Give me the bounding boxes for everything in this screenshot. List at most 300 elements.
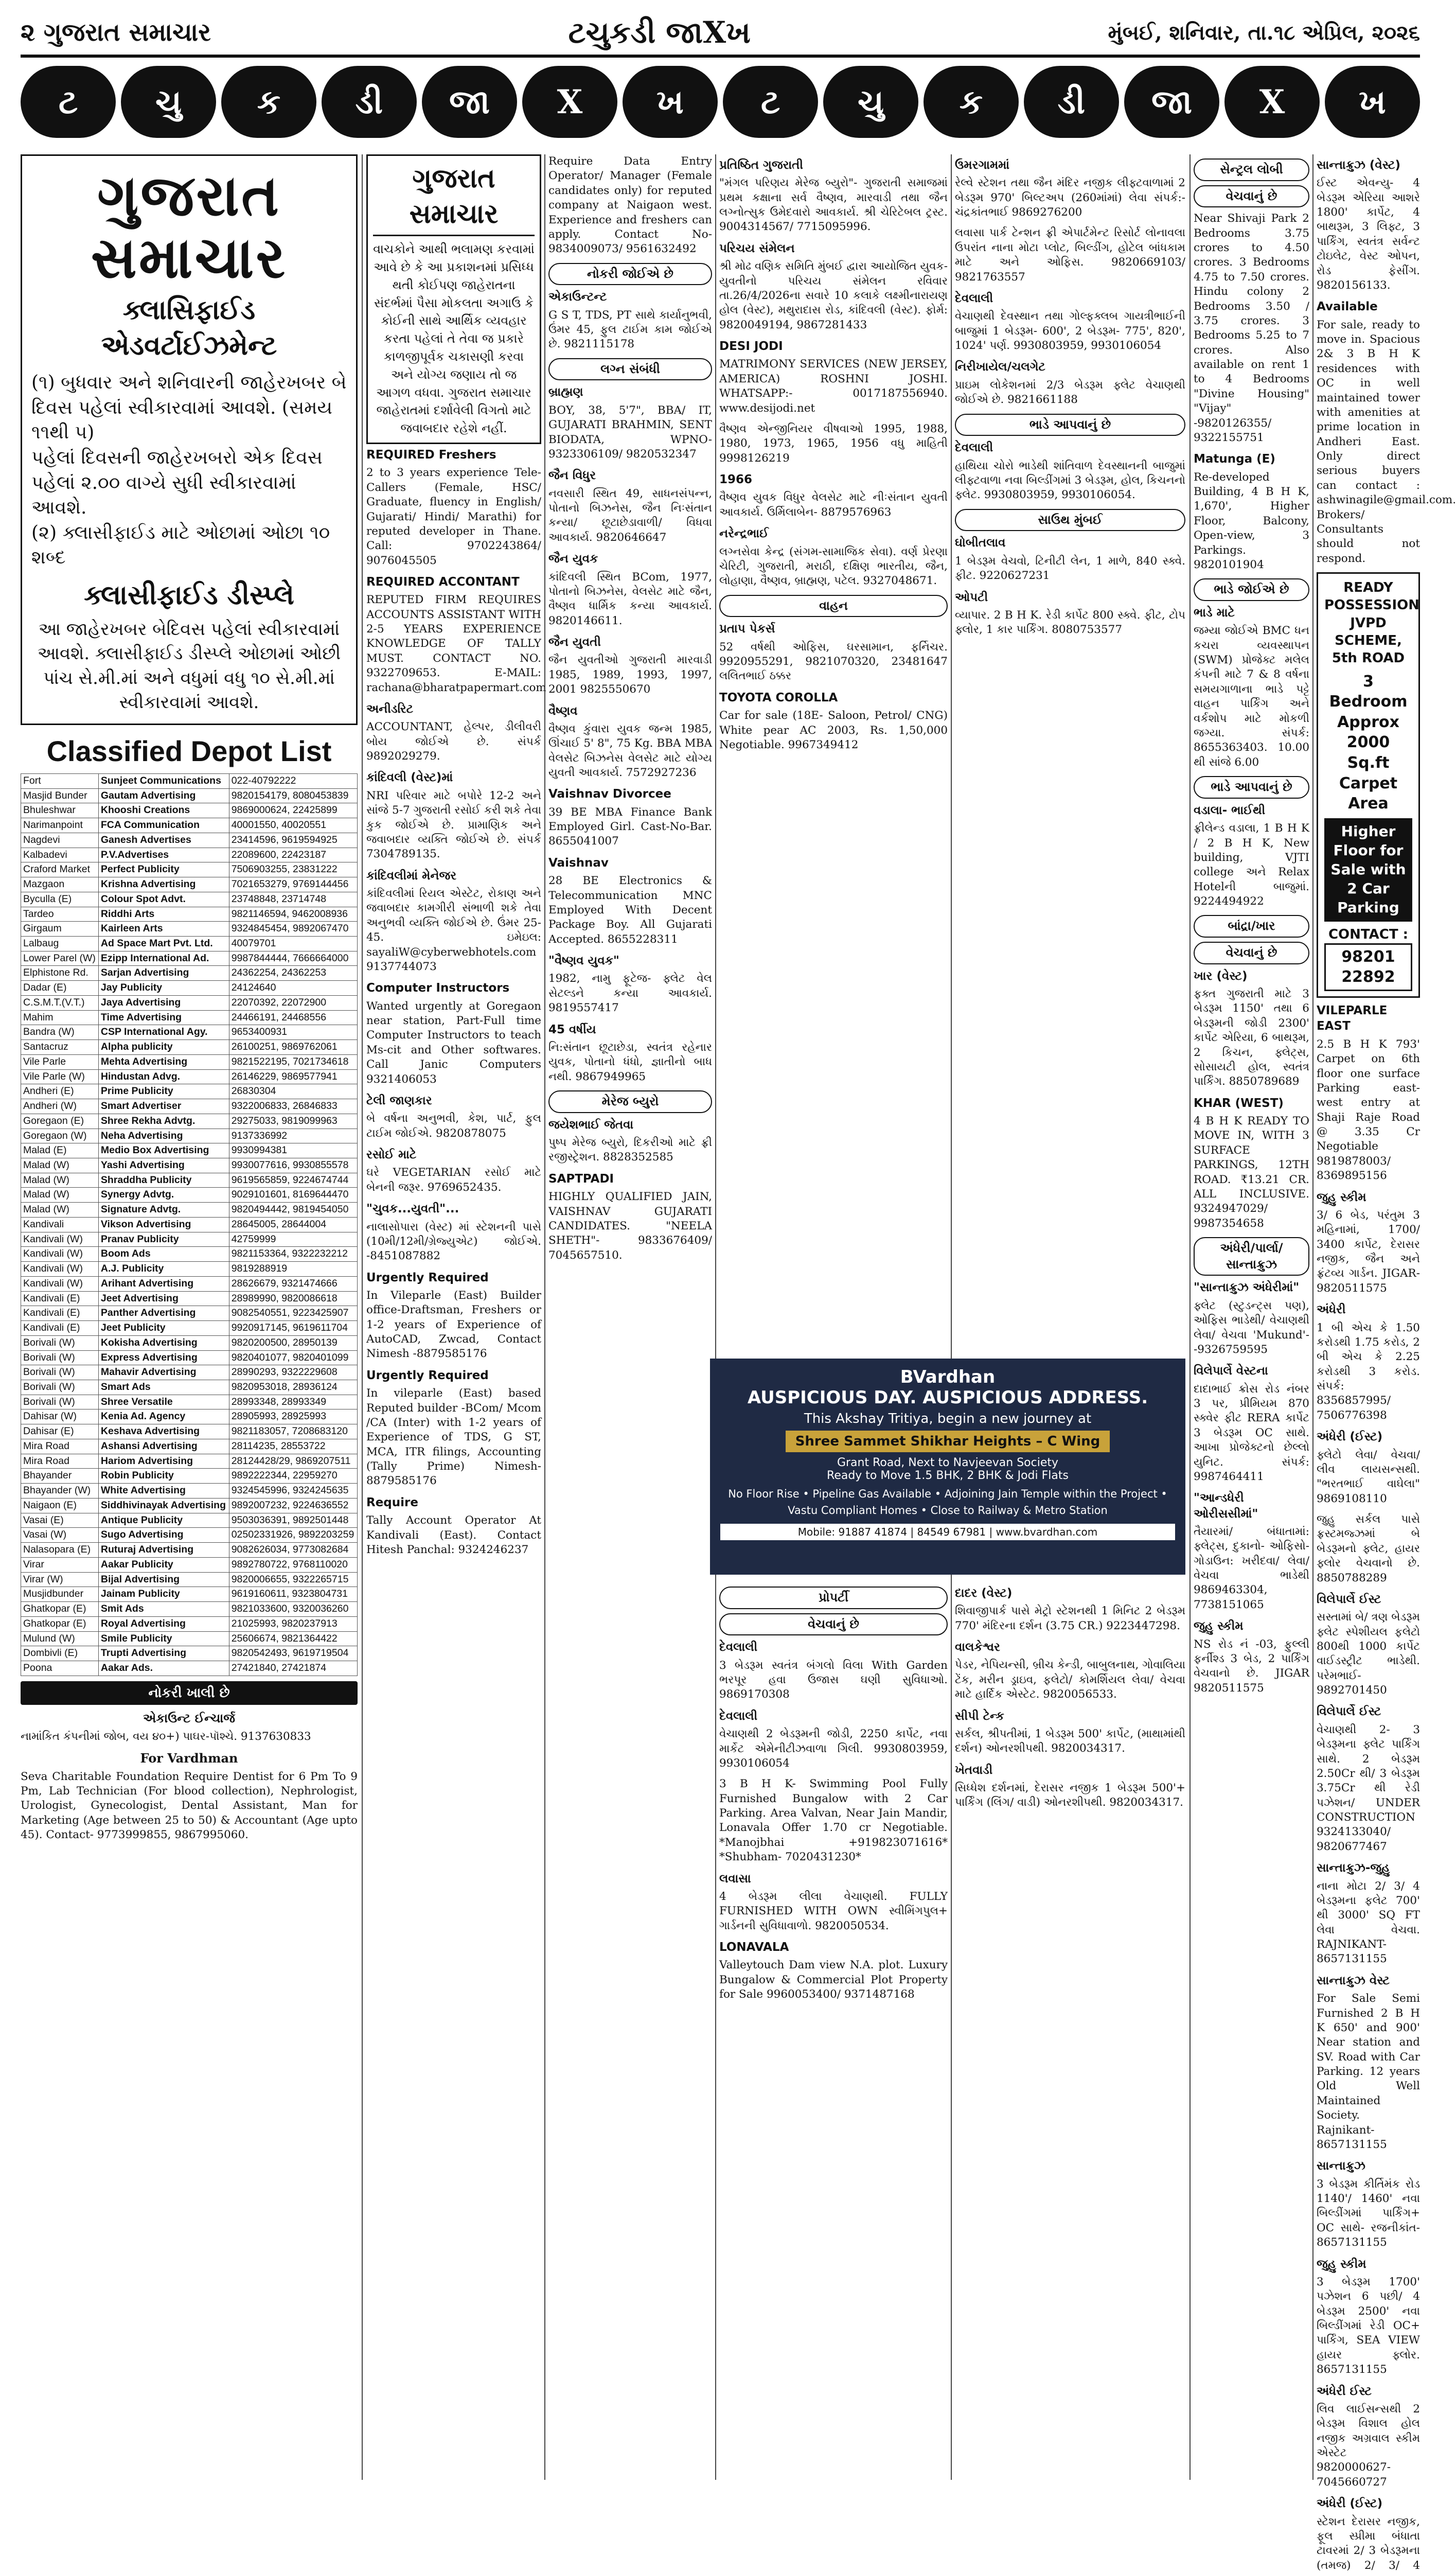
ad-heading: અંધેરી (ઈસ્ટ): [1317, 2496, 1420, 2511]
ad-text: Seva Charitable Foundation Require Dentist for 6 Pm To 9 Pm, Lab Technician (For blood collection), Nephrologist, Urologist, Gynecologist, Dental Assistant, Man for Marketing (Age between 25 to 50) & Accountant (Age upto 45). Contact- 9773999855, 9867995060.: [21, 1770, 358, 1843]
depot-phone: 28626679, 9321474666: [229, 1276, 357, 1291]
ad-text: શિવાજીપાર્ક પાસે મેટ્રો સ્ટેશનથી 1 મિનિટ 2 બેડરૂમ 770' મંદિરના દર્શન (3.75 CR.) 9223447298.: [955, 1604, 1185, 1633]
banner-letter: ચુ: [823, 66, 918, 138]
depot-agency: Keshava Advertising: [98, 1424, 229, 1439]
depot-area: Malad (W): [21, 1158, 99, 1173]
ad-heading: એકાઉન્ટન્ટ: [548, 289, 712, 305]
depot-phone: 9892222344, 22959270: [229, 1469, 357, 1484]
depot-row: [21, 803, 358, 818]
depot-phone: 27421840, 27421874: [229, 1661, 357, 1676]
depot-row: [21, 1572, 358, 1587]
depot-agency: Smile Publicity: [98, 1631, 229, 1646]
depot-area: Kandivali (W): [21, 1276, 99, 1291]
column-3: [548, 154, 712, 2480]
column-rule: [544, 154, 545, 2480]
depot-agency: Shree Rekha Advtg.: [98, 1114, 229, 1129]
banner-letter: ચુ: [121, 66, 216, 138]
depot-row: [21, 773, 358, 788]
ad-text: પેડર, નેપિયન્સી, બ્રીચ કેન્ડી, બાબુલનાથ, ગોવાલિયા ટેંક, મરીન ડ્રાઇવ, ફલેટો/ કોમર્શિયલ લેવા/ વેચવા માટે હાર્દિક એસ્ટેટ. 9820056533.: [955, 1658, 1185, 1702]
ad-text: વ્યાપાર. 2 B H K. રેડી કાર્પેટ 800 સ્ક્વે. ફીટ, ટોપ ફ્લોર, 1 કાર પાર્કિંગ. 8080753577: [955, 608, 1185, 638]
depot-row: [21, 1099, 358, 1114]
category-header: વેચવાનું છે: [1194, 942, 1309, 964]
ad-heading: દેવલાલી: [955, 440, 1185, 455]
depot-row: [21, 1114, 358, 1129]
ad-heading: સાન્તાક્રુઝ વેસ્ટ: [1317, 1973, 1420, 1988]
banner-letter: ડી: [322, 66, 417, 138]
depot-list-title: Classified Depot List: [21, 732, 358, 770]
depot-row: [21, 1616, 358, 1631]
ad-heading: ખાર (વેસ્ટ): [1194, 968, 1309, 984]
depot-row: [21, 966, 358, 981]
depot-row: [21, 1350, 358, 1365]
ad-text: MATRIMONY SERVICES (NEW JERSEY, AMERICA) ROSHNI JOSHI. WHATSAPP:- 0017187556940. www.desijodi.net: [719, 357, 948, 416]
ad-heading: પરિચય સંમેલન: [719, 241, 948, 256]
depot-agency: CSP International Agy.: [98, 1025, 229, 1040]
ad-text: 3/ 6 બેડ, પરંતુમ 3 મહિનામાં, 1700/ 3400 કાર્પેટ, દેરાસર નજીક, જૈન અને ફ્રંટવ્ય ગાર્ડન. JIGAR- 9820511575: [1317, 1208, 1420, 1296]
ad-text: Car for sale (18E- Saloon, Petrol/ CNG) White pear AC 2003, Rs. 1,50,000 Negotiable. 9967349412: [719, 709, 948, 752]
bvardhan-offer: Ready to Move 1.5 BHK, 2 BHK & Jodi Flats: [720, 1469, 1175, 1482]
ad-text: વૈષ્ણવ એન્જીનિયર વીષવાઓ 1995, 1988, 1980, 1973, 1965, 1956 વધુ માહિતી 9998126219: [719, 422, 948, 466]
ad-heading: 1966: [719, 472, 948, 487]
depot-row: [21, 1276, 358, 1291]
depot-agency: White Advertising: [98, 1484, 229, 1499]
ad-heading: કાંદિવલી (વેસ્ટ)માં: [366, 770, 541, 785]
depot-phone: 28990293, 9322229608: [229, 1365, 357, 1380]
depot-area: Craford Market: [21, 862, 99, 877]
depot-area: Kalbadevi: [21, 848, 99, 862]
ad-text: પુષ્પ મેરેજ બ્યુરો, દિકરીઓ માટે ફ્રી રજીસ્ટ્રેશન. 8828352585: [548, 1136, 712, 1165]
depot-phone: 9322006833, 26846833: [229, 1099, 357, 1114]
ad-heading: અંધેરી: [1317, 1302, 1420, 1317]
depot-agency: Krishna Advertising: [98, 877, 229, 892]
depot-agency: Kokisha Advertising: [98, 1335, 229, 1350]
ad-text: ફ્લેટ (સ્ટુડન્ટ્સ પણ), ઓફિસ ભાડેથી/ વેચાણથી લેવા/ વેચવા 'Mukund'- -9326759595: [1194, 1299, 1309, 1358]
column-rule: [951, 154, 952, 2480]
depot-row: [21, 1010, 358, 1025]
depot-phone: 28905993, 28925993: [229, 1409, 357, 1424]
depot-agency: Time Advertising: [98, 1010, 229, 1025]
depot-row: [21, 818, 358, 833]
depot-row: [21, 1498, 358, 1513]
depot-phone: 9820953018, 28936124: [229, 1380, 357, 1395]
depot-phone: 9324545996, 9324245635: [229, 1484, 357, 1499]
depot-row: [21, 1365, 358, 1380]
depot-phone: 22089600, 22423187: [229, 848, 357, 862]
depot-agency: Bijal Advertising: [98, 1572, 229, 1587]
ad-heading: Matunga (E): [1194, 451, 1309, 467]
depot-row: [21, 1262, 358, 1277]
masthead-logo: ગુજરાત સમાચાર: [31, 164, 347, 289]
ad-heading: જુહુ સ્કીમ: [1194, 1618, 1309, 1634]
banner-letter: ક: [221, 66, 316, 138]
ad-heading: Vaishnav Divorcee: [548, 786, 712, 802]
depot-phone: 24124640: [229, 981, 357, 996]
ad-text: REPUTED FIRM REQUIRES ACCOUNTS ASSISTANT WITH 2-5 YEARS EXPERIENCE KNOWLEDGE OF TALLY MUST. CONTACT NO. 9322709653. E-MAIL: rachana@bharatpapermart.com: [366, 593, 541, 695]
depot-agency: Vikson Advertising: [98, 1217, 229, 1232]
depot-phone: 9324845454, 9892067470: [229, 922, 357, 937]
ad-text: નવસારી સ્થિત 49, સાધનસંપન્ન, પોતાનો બિઝનેસ, જૈન નિઃસંતાન કન્યા/ છૂટાછેડાવાળી/ વિધવા આવકાર્ય. 9820646647: [548, 487, 712, 545]
depot-phone: 26146229, 9869577941: [229, 1069, 357, 1084]
column-1: [21, 154, 358, 2480]
header-date: મુંબઈ, શનિવાર, તા.૧૮ એપ્રિલ, ૨૦૨૬: [1108, 21, 1420, 45]
depot-phone: 9820542493, 9619719504: [229, 1646, 357, 1661]
depot-area: Andheri (E): [21, 1084, 99, 1099]
depot-phone: 9869000624, 22425899: [229, 803, 357, 818]
depot-phone: 9082540551, 9223425907: [229, 1306, 357, 1321]
depot-area: Dahisar (W): [21, 1409, 99, 1424]
depot-area: Bandra (W): [21, 1025, 99, 1040]
depot-phone: 9920917145, 9619611704: [229, 1321, 357, 1336]
ad-heading: સાન્તાક્રુઝ: [1317, 2158, 1420, 2174]
ad-heading: "આન્ડધેરી ઓરીસસીમાં": [1194, 1490, 1309, 1522]
depot-agency: Panther Advertising: [98, 1306, 229, 1321]
depot-agency: P.V.Advertises: [98, 848, 229, 862]
depot-phone: 9821522195, 7021734618: [229, 1054, 357, 1069]
depot-agency: Aakar Ads.: [98, 1661, 229, 1676]
depot-agency: Gautam Advertising: [98, 788, 229, 803]
notice-text: વાચકોને આથી ભલામણ કરવામાં આવે છે કે આ પ્રકાશનમાં પ્રસિધ્ધ થતી કોઈપણ જાહેરાતના સંદર્ભમાં પૈસા મોકલતા અગાઉ કે કોઈની સાથે આર્થિક વ્યવહાર કરતા પહેલાં તે તેવા જ પ્રકારે કાળજીપૂર્વક ચકાસણી કરવા અને યોગ્ય જણાય તો જ આગળ વધવા. ગુજરાત સમાચાર જાહેરાતમાં દર્શાવેલી વિગતો માટે જવાબદાર રહેશે નહીં.: [373, 240, 535, 437]
ad-text: "મંગલ પરિણય મેરેજ બ્યુરો"- ગુજરાતી સમાજમાં પ્રથમ કક્ષાના સર્વ વૈષ્ણવ, મારવાડી તથા જૈન લગ્નોત્સુક ઉમેદવારો આવકાર્ય. શ્રી ચેરિટેબલ ટ્રસ્ટ. 9004314567/ 7715095996.: [719, 176, 948, 235]
category-header: ભાડે જોઈએ છે: [1194, 578, 1309, 601]
section-banner: [21, 66, 1420, 143]
column-rule: [1189, 154, 1191, 2480]
depot-phone: 9821183057, 7208683120: [229, 1424, 357, 1439]
ad-text: નાલાસોપારા (વેસ્ટ) માં સ્ટેશનની પાસે (10મી/12મી/ગ્રેજ્યુએટ) જોઈએ. -8451087882: [366, 1220, 541, 1264]
depot-agency: Aakar Publicity: [98, 1557, 229, 1572]
depot-row: [21, 1424, 358, 1439]
depot-agency: Siddhivinayak Advertising: [98, 1498, 229, 1513]
depot-area: Dahisar (E): [21, 1424, 99, 1439]
ad-heading: SAPTPADI: [548, 1171, 712, 1187]
category-header: સાઉથ મુંબઈ: [955, 509, 1185, 532]
depot-agency: A.J. Publicity: [98, 1262, 229, 1277]
ad-heading: સાન્તાક્રુઝ (વેસ્ટ): [1317, 157, 1420, 173]
depot-phone: 28124428/29, 9869207511: [229, 1454, 357, 1469]
depot-agency: Jay Publicity: [98, 981, 229, 996]
ad-text: ફક્ત ગુજરાતી માટે 3 બેડરૂમ 1150' તથા 6 બેડરૂમની જોડી 2300' કાર્પેટ એરિયા, 6 બાથરૂમ, 2 કિચન, ફ્લેટ્સ, સોસાયટી હોલ, સ્વતંત્ર પાર્કિંગ. 8850789689: [1194, 987, 1309, 1089]
category-header: બાંદ્રા/ખાર: [1194, 915, 1309, 938]
depot-row: [21, 1469, 358, 1484]
masthead-rule: પહેલાં દિવસની જાહેરખબરો એક દિવસ પહેલાં ૨.૦૦ વાગ્યે સુધી સ્વીકારવામાં આવશે.: [31, 446, 347, 521]
depot-row: [21, 1543, 358, 1558]
ad-text: 2.5 B H K 793' Carpet on 6th floor one surface Parking east- west entry at Shaji Raje Road @ 3.35 Cr Negotiable 9819878003/ 8369895156: [1317, 1037, 1420, 1184]
depot-agency: Boom Ads: [98, 1247, 229, 1262]
ad-text: 4 B H K READY TO MOVE IN, WITH 3 SURFACE PARKINGS, 12TH ROAD. ₹13.21 CR. ALL INCLUSIVE. 9324947029/ 9987354658: [1194, 1114, 1309, 1231]
ad-text: Near Shivaji Park 2 Bedrooms 3.75 crores to 4.50 crores. 3 Bedrooms 4.75 to 7.50 crores. Hindu colony 2 Bedrooms 3.50 / 3.75 crores. 3 Bedrooms 5.25 to 7 crores. Also available on rent 1 to 4 Bedrooms "Divine Housing" "Vijay" -9820126355/ 9322155751: [1194, 212, 1309, 445]
ad-heading: ભાડે માટે: [1194, 605, 1309, 621]
column-2: [366, 154, 541, 2480]
ad-text: વેચાણથી દેવસ્થાન તથા ગોલ્ફક્લબ ગાયત્રીભાઈની બાજુમાં 1 બેડરૂમ- 600', 2 બેડરૂમ- 775', 820', 1024' પર્ણ. 9930803959, 9930106054: [955, 309, 1185, 353]
ready-details: 3 Bedroom Approx 2000 Sq.ft Carpet Area: [1324, 672, 1412, 814]
section-header: નોકરી ખાલી છે: [21, 1681, 358, 1705]
ad-heading: જૈન યુવતી: [548, 635, 712, 650]
depot-area: Mazgaon: [21, 877, 99, 892]
depot-area: Fort: [21, 773, 99, 788]
depot-area: Kandivali (W): [21, 1247, 99, 1262]
ad-heading: જયેશભાઈ જેતવા: [548, 1117, 712, 1133]
depot-row: [21, 981, 358, 996]
masthead-rule: (૧) બુધવાર અને શનિવારની જાહેરખબર બે દિવસ પહેલાં સ્વીકારવામાં આવશે. (સમય ૧૧થી ૫): [31, 371, 347, 446]
depot-phone: 24362254, 24362253: [229, 966, 357, 981]
ad-text: NRI પરિવાર માટે બપોરે 12-2 અને સાંજે 5-7 ગુજરાતી રસોઈ કરી શકે તેવા કુક જોઈએ છે. પ્રામાણિક અને જવાબદાર વ્યક્તિ જોઈએ છે. સંપર્ક 7304789135.: [366, 789, 541, 862]
depot-phone: 9137336992: [229, 1129, 357, 1143]
depot-phone: 42759999: [229, 1232, 357, 1247]
depot-row: [21, 1173, 358, 1188]
depot-phone: 9029101601, 8169644470: [229, 1188, 357, 1203]
depot-agency: Kenia Ad. Agency: [98, 1409, 229, 1424]
ad-text: In vileparle (East) based Reputed builder -BCom/ Mcom /CA (Inter) with 1-2 years of Experience of TDS, G ST, MCA, ITR filings, Accounting (Tally Prime) Nimesh- 8879585176: [366, 1386, 541, 1489]
ad-text: જુહુ સર્કલ પાસે ફ્રસ્ટમજ્ઝમાં બે બેડરૂમનો ફ્લેટ, હાયર ફ્લોર વેચવાનો છે. 8850788289: [1317, 1512, 1420, 1585]
depot-area: Vasai (W): [21, 1528, 99, 1543]
ad-text: તૈયારમાં/ બંધાતામાં: ફ્લેટ્સ, દુકાનો- ઓફિસો- ગોડાઉન: ખરીદવા/ લેવા/ વેચવા ભાડેથી 9869463304, 7738151065: [1194, 1525, 1309, 1612]
ad-text: સ્ટેશન દેરાસર નજીક, ફૂલ સ્પ્રીમા બંધાતા ટાવરમાં 2/ 3 બેડરૂમના (તમજ) 2/ 3/ 4: [1317, 2515, 1420, 2573]
ad-heading: "ચુવક...યુવતી"...: [366, 1201, 541, 1217]
depot-row: [21, 1247, 358, 1262]
depot-row: [21, 1188, 358, 1203]
ad-heading: સાન્તાક્રુઝ-જુહુ: [1317, 1860, 1420, 1876]
ad-text: નિ:સંતાન છૂટાછેડા, સ્વતંત્ર રહેનાર યુવક, પોતાનો ધંધો, જ્ઞાતીનો બાધ નથી. 9867949965: [548, 1041, 712, 1084]
depot-agency: Mehta Advertising: [98, 1054, 229, 1069]
category-header: મેરેજ બ્યુરો: [548, 1090, 712, 1113]
depot-phone: 9821146594, 9462008936: [229, 907, 357, 922]
ad-list: [1317, 157, 1420, 566]
ad-heading: For Vardhman: [21, 1750, 358, 1767]
ad-heading: નરેન્દ્રભાઈ: [719, 526, 948, 541]
depot-area: Masjid Bunder: [21, 788, 99, 803]
depot-phone: 9821153364, 9322232212: [229, 1247, 357, 1262]
depot-agency: Sugo Advertising: [98, 1528, 229, 1543]
depot-phone: 23414596, 9619594925: [229, 833, 357, 848]
ad-heading: એકાઉન્ટ ઈન્ચાર્જ: [21, 1710, 358, 1726]
depot-row: [21, 1661, 358, 1676]
ad-text: 4 બેડરૂમ લીલા વેચાણથી. FULLY FURNISHED WITH OWN સ્વીમિંગપુલ+ ગાર્ડનની સુવિધાવાળો. 9820050534.: [719, 1890, 948, 1933]
ad-text: ACCOUNTANT, હેલ્પર, ડીલીવરી બોય જોઈએ છે. સંપર્ક 9892029279.: [366, 720, 541, 764]
depot-phone: 29275033, 9819099963: [229, 1114, 357, 1129]
depot-agency: Ezipp International Ad.: [98, 951, 229, 966]
ad-heading: વૈષ્ણવ: [548, 703, 712, 719]
depot-area: Narimanpoint: [21, 818, 99, 833]
depot-area: Borivali (W): [21, 1380, 99, 1395]
ad-heading: REQUIRED Freshers: [366, 447, 541, 463]
category-header: વેચવાનું છે: [1194, 185, 1309, 208]
ad-heading: જૈન યુવક: [548, 551, 712, 567]
banner-letter: ખ: [623, 66, 718, 138]
ad-heading: Vaishnav: [548, 855, 712, 871]
depot-agency: Jainam Publicity: [98, 1587, 229, 1602]
depot-area: Ghatkopar (E): [21, 1602, 99, 1617]
ad-heading: વાલકેશ્વર: [955, 1640, 1185, 1655]
ad-text: ઘરે VEGETARIAN રસોઈ માટે બેનની જરૂર. 9769652435.: [366, 1166, 541, 1195]
ad-text: 3 બેડરૂમ સ્વતંત્ર બંગલો વિલા With Garden ભરપૂર હવા ઉજાસ ઘણી સુવિધાઓ. 9869170308: [719, 1659, 948, 1702]
depot-area: Malad (W): [21, 1188, 99, 1203]
bvardhan-brand: BVardhan: [720, 1367, 1175, 1387]
ad-heading: 45 વર્ષીય: [548, 1022, 712, 1037]
ad-heading: દાદર (વેસ્ટ): [955, 1585, 1185, 1601]
depot-area: Goregaon (W): [21, 1129, 99, 1143]
depot-row: [21, 788, 358, 803]
banner-letter: ખ: [1325, 66, 1420, 138]
depot-agency: Trupti Advertising: [98, 1646, 229, 1661]
depot-phone: 9653400931: [229, 1025, 357, 1040]
category-header: ભાડે આપવાનું છે: [1194, 776, 1309, 799]
depot-row: [21, 1129, 358, 1143]
depot-area: Borivali (W): [21, 1365, 99, 1380]
depot-phone: 28645005, 28644004: [229, 1217, 357, 1232]
ad-text: બે વર્ષના અનુભવી, કેશ, પાર્ટ, ફુલ ટાઈમ જોઈએ. 9820878075: [366, 1112, 541, 1141]
ad-heading: REQUIRED ACCONTANT: [366, 574, 541, 590]
ad-list: [719, 157, 948, 752]
depot-row: [21, 922, 358, 937]
ready-title: READY POSSESSION: [1324, 579, 1412, 614]
banner-letter: જા: [1124, 66, 1219, 138]
depot-row: [21, 1025, 358, 1040]
depot-row: [21, 1143, 358, 1158]
banner-letter: ટ: [21, 66, 116, 138]
column-6: [1194, 154, 1309, 2480]
depot-agency: Jeet Publicity: [98, 1321, 229, 1336]
depot-area: Mira Road: [21, 1454, 99, 1469]
depot-agency: Alpha publicity: [98, 1040, 229, 1055]
depot-area: Borivali (W): [21, 1350, 99, 1365]
classified-masthead: [21, 154, 358, 725]
depot-area: Kandivali (W): [21, 1262, 99, 1277]
ad-text: Valleytouch Dam view N.A. plot. Luxury Bungalow & Commercial Plot Property for Sale 9960053400/ 9371487168: [719, 1958, 948, 2002]
notice-logo: ગુજરાત સમાચાર: [373, 161, 535, 236]
masthead-subtitle: ક્લાસીફાઈડ ડીસ્પ્લે: [31, 578, 347, 613]
ad-heading: કાંદિવલીમાં મેનેજર: [366, 868, 541, 884]
ad-heading: જૈન વિધુર: [548, 468, 712, 483]
ad-list: [955, 157, 1185, 638]
depot-area: Goregaon (E): [21, 1114, 99, 1129]
depot-row: [21, 877, 358, 892]
ad-text: નાના મોટા 2/ 3/ 4 બેડરૂમના ફલેટ 700' થી 3000' SQ FT લેવા વેચવા. RAJNIKANT- 8657131155: [1317, 1879, 1420, 1967]
depot-row: [21, 1158, 358, 1173]
depot-agency: Pranav Publicity: [98, 1232, 229, 1247]
ad-text: G S T, TDS, PT સાથે કાર્યાનુભવી, ઉંમર 45, ફુલ ટાઈમ કામ જોઈએ છે. 9821115178: [548, 308, 712, 352]
depot-phone: 25606674, 9821364422: [229, 1631, 357, 1646]
depot-area: Bhayander (W): [21, 1484, 99, 1499]
ad-text: હાથિયા ચોરો ભાડેથી શાંતિવાળ દેવસ્થાનની બાજુમાં લીફ્ટવાળા નવા બિલ્ડીંગમાં 3 બેડરૂમ, હોલ, કિચનનો ફ્લેટ. 9930803959, 9930106054.: [955, 459, 1185, 503]
ad-heading: ખેતવાડી: [955, 1763, 1185, 1778]
depot-agency: Kairleen Arts: [98, 922, 229, 937]
depot-phone: 23748848, 23714748: [229, 892, 357, 907]
depot-area: Mulund (W): [21, 1631, 99, 1646]
depot-row: [21, 907, 358, 922]
running-header: [21, 10, 1420, 58]
depot-agency: FCA Communication: [98, 818, 229, 833]
depot-area: Dombivli (E): [21, 1646, 99, 1661]
depot-row: [21, 1528, 358, 1543]
ad-text: વેચાણથી 2 બેડરૂમની જોડી, 2250 કાર્પેટ, નવા માર્કેટ એમેનીટીઝવાળા ગિલી. 9930803959, 9930106054: [719, 1727, 948, 1771]
depot-agency: Ruturaj Advertising: [98, 1543, 229, 1558]
ad-text: ફ્રીલેન્ડ વડાલા, 1 B H K / 2 B H K, New building, VJTI college અને Relax Hotelની બાજુમાં. 9224494922: [1194, 821, 1309, 909]
ad-text: NS રોડ નં -03, ફુલ્લી ફર્નીશ્ડ 3 બેડ, 2 પાર્કિંગ વેચવાનો છે. JIGAR 9820511575: [1194, 1637, 1309, 1696]
depot-phone: 24466191, 24468556: [229, 1010, 357, 1025]
depot-area: Poona: [21, 1661, 99, 1676]
category-header: સેન્ટ્રલ લોબી: [1194, 158, 1309, 181]
ad-text: સસ્તામાં બે/ ત્રણ બેડરૂમ ફ્લેટ સ્પેશીયલ ફલેટો 800થી 1000 કાર્પેટ વાઈડસ્ટ્રીટ ભાડેથી. પરેમભાઈ- 9892701450: [1317, 1610, 1420, 1698]
depot-phone: 9819288919: [229, 1262, 357, 1277]
depot-phone: 9821033600, 9320036260: [229, 1602, 357, 1617]
depot-agency: Signature Advtg.: [98, 1203, 229, 1218]
depot-phone: 9930994381: [229, 1143, 357, 1158]
depot-row: [21, 1203, 358, 1218]
depot-phone: 9820154179, 8080453839: [229, 788, 357, 803]
depot-area: Vile Parle (W): [21, 1069, 99, 1084]
category-header: પ્રોપર્ટી: [719, 1587, 948, 1609]
ad-text: For sale, ready to move in. Spacious 2& 3 B H K residences with OC in well maintained tower with amenities at prime location in Andheri East. Only direct serious buyers can contact : ashwinagile@gmail.com. Brokers/ Consultants should not respond.: [1317, 318, 1420, 566]
ad-heading: Require: [366, 1495, 541, 1510]
ad-list: [1317, 1003, 1420, 2573]
depot-area: Girgaum: [21, 922, 99, 937]
depot-agency: Mahavir Advertising: [98, 1365, 229, 1380]
depot-row: [21, 1335, 358, 1350]
depot-phone: 28989990, 9820086618: [229, 1291, 357, 1306]
ad-heading: વિલેપાર્લે ઈસ્ટ: [1317, 1592, 1420, 1607]
ad-text: 1 બી એચ કે 1.50 કરોડથી 1.75 કરોડ, 2 બી એચ કે 2.25 કરોડથી 3 કરોડ. સંપર્ક: 8356857995/ 7506776398: [1317, 1321, 1420, 1423]
ad-heading: બ્રાહ્મણ: [548, 384, 712, 400]
depot-area: Kandivali (E): [21, 1291, 99, 1306]
depot-area: Vile Parle: [21, 1054, 99, 1069]
ad-list: [1194, 158, 1309, 1696]
ad-text: 52 વર્ષથી ઓફિસ, ઘરસામાન, ફર્નિચર. 9920955291, 9821070320, 23481647 લલિતભાઈ ઠક્કર: [719, 640, 948, 684]
depot-area: Virar: [21, 1557, 99, 1572]
depot-area: Mira Road: [21, 1439, 99, 1454]
depot-area: Kandivali (W): [21, 1232, 99, 1247]
ad-heading: જુહુ સ્કીમ: [1317, 2257, 1420, 2272]
depot-row: [21, 1306, 358, 1321]
depot-area: Malad (W): [21, 1173, 99, 1188]
ad-heading: વિલેપાર્લે વેસ્ટના: [1194, 1363, 1309, 1379]
depot-agency: Express Advertising: [98, 1350, 229, 1365]
depot-phone: 26100251, 9869762061: [229, 1040, 357, 1055]
ad-heading: ટેલી જાણકાર: [366, 1093, 541, 1108]
depot-phone: 7021653279, 9769144456: [229, 877, 357, 892]
ad-heading: અંધેરી ઈસ્ટ: [1317, 2384, 1420, 2399]
depot-area: Byculla (E): [21, 892, 99, 907]
depot-phone: 9503036391, 9892501448: [229, 1513, 357, 1528]
depot-agency: Royal Advertising: [98, 1616, 229, 1631]
depot-phone: 21025993, 9820237913: [229, 1616, 357, 1631]
column-4-lower: [719, 1582, 948, 2480]
ad-text: HIGHLY QUALIFIED JAIN, VAISHNAV GUJARATI CANDIDATES. "NEELA SHETH"- 9833676409/ 7045657510.: [548, 1190, 712, 1263]
depot-agency: Smart Ads: [98, 1380, 229, 1395]
depot-row: [21, 1409, 358, 1424]
depot-row: [21, 1557, 358, 1572]
banner-letter: ટ: [723, 66, 818, 138]
depot-area: Dadar (E): [21, 981, 99, 996]
depot-row: [21, 892, 358, 907]
ad-text: સિધ્ધેશ દર્શનમાં, દેરાસર નજીક 1 બેડરૂમ 500'+ પાર્કિંગ (લિંગ/ વાડી) ઓનરશીપથી. 9820034317.: [955, 1781, 1185, 1810]
depot-agency: Hindustan Advg.: [98, 1069, 229, 1084]
depot-agency: Riddhi Arts: [98, 907, 229, 922]
depot-area: Borivali (W): [21, 1395, 99, 1409]
ad-list: [719, 1587, 948, 2002]
ad-heading: TOYOTA COROLLA: [719, 690, 948, 706]
ad-text: જમ્યા જોઈએ BMC ધન કચરા વ્યવસ્થાપન (SWM) પ્રોજેક્ટ મલેલ કંપની માટે 7 & 8 વર્ષના સમયગાળાના ભાડે પટ્ટે વાહન પાર્કિંગ અને વર્કશોપ માટે મોકળી જગ્યા. સંપર્ક: 8655363403. 10.00 થી સાંજે 6.00: [1194, 624, 1309, 770]
depot-phone: 9619160611, 9323804731: [229, 1587, 357, 1602]
depot-row: [21, 1232, 358, 1247]
ad-heading: પ્રતાપ પેકર્સ: [719, 621, 948, 637]
ready-project: JVPD SCHEME, 5th ROAD: [1324, 614, 1412, 667]
depot-row: [21, 1084, 358, 1099]
category-header: ભાડે આપવાનું છે: [955, 414, 1185, 436]
ad-list: [955, 1585, 1185, 1810]
depot-agency: Jaya Advertising: [98, 995, 229, 1010]
ad-text: 3 બેડરૂમ કીર્તિમંક રોડ 1140'/ 1460' નવા બિલ્ડીંગમાં પાર્કિંગ+ OC સાથે- રજનીકાંત- 8657131155: [1317, 2177, 1420, 2250]
column-5: [955, 154, 1185, 1564]
depot-area: Malad (W): [21, 1203, 99, 1218]
